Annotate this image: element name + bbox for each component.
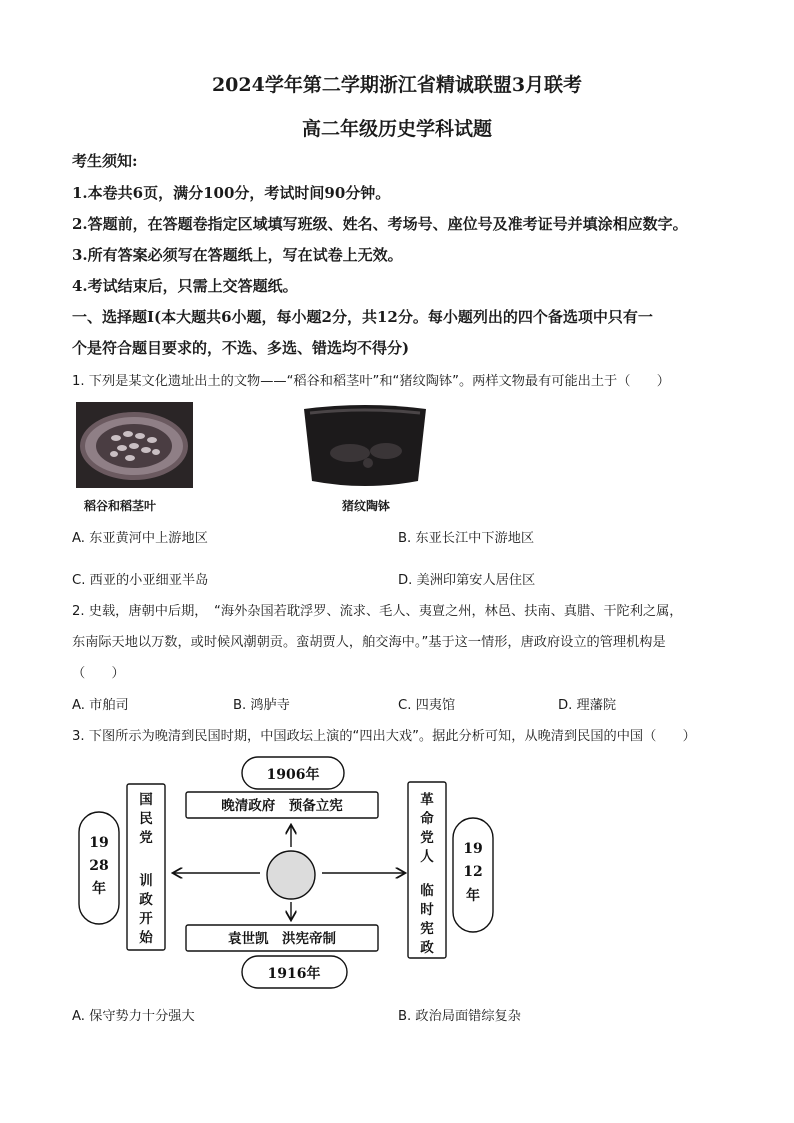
rice-grain-photo — [76, 402, 193, 488]
pig-bowl-caption: 猪纹陶钵 — [342, 499, 391, 513]
notice-item: 3.所有答案必须写在答题纸上，写在试卷上无效。 — [72, 246, 403, 264]
svg-text:始: 始 — [139, 930, 153, 946]
svg-text:政: 政 — [139, 892, 153, 908]
svg-text:命: 命 — [420, 811, 434, 827]
svg-text:19: 19 — [463, 841, 483, 857]
svg-text:12: 12 — [463, 864, 483, 880]
svg-text:19: 19 — [89, 835, 109, 851]
svg-text:临: 临 — [420, 883, 434, 899]
bottom-event-text: 袁世凯 洪宪帝制 — [228, 931, 336, 947]
svg-text:党: 党 — [139, 830, 153, 846]
top-year-text: 1906年 — [266, 767, 320, 783]
q1-option-c[interactable]: C. 西亚的小亚细亚半岛 — [72, 573, 209, 588]
section-header-line2: 个是符合题目要求的，不选、多选、错选均不得分) — [72, 339, 410, 357]
notice-item: 2.答题前，在答题卷指定区域填写班级、姓名、考场号、座位号及准考证号并填涂相应数字。 — [72, 215, 688, 233]
exam-subtitle: 高二年级历史学科试题 — [301, 118, 492, 140]
question-3-stem: 3. 下图所示为晚清到民国时期，中国政坛上演的“四出大戏”。据此分析可知，从晚清到民国的中国（ ） — [72, 729, 696, 744]
svg-text:宪: 宪 — [420, 921, 434, 937]
rice-grain-caption: 稻谷和稻茎叶 — [84, 499, 157, 513]
question-1-stem: 1. 下列是某文化遗址出土的文物——“稻谷和稻茎叶”和“猪纹陶钵”。两样文物最有可能出土于（ ） — [72, 374, 670, 389]
svg-text:民: 民 — [139, 811, 153, 827]
q3-diagram — [70, 752, 510, 997]
section-header-line1: 一、选择题Ⅰ(本大题共6小题，每小题2分，共12分。每小题列出的四个备选项中只有一 — [72, 308, 653, 326]
q2-option-b[interactable]: B. 鸿胪寺 — [233, 698, 290, 713]
q3-option-b[interactable]: B. 政治局面错综复杂 — [398, 1009, 521, 1024]
svg-text:人: 人 — [420, 849, 434, 865]
question-2-line3: （ ） — [72, 666, 125, 681]
notice-item: 1.本卷共6页，满分100分，考试时间90分钟。 — [72, 184, 391, 202]
svg-text:28: 28 — [89, 858, 109, 874]
question-2-line2: 东南际天地以万数，或时候风潮朝贡。蛮胡贾人，舶交海中。”基于这一情形，唐政府设立的管理机构是 — [72, 635, 666, 650]
svg-text:政: 政 — [420, 940, 434, 956]
notice-heading: 考生须知: — [72, 152, 138, 170]
q2-option-a[interactable]: A. 市舶司 — [72, 698, 129, 713]
center-circle — [267, 851, 315, 899]
bottom-year-text: 1916年 — [267, 966, 321, 982]
svg-text:年: 年 — [466, 888, 480, 904]
q1-option-a[interactable]: A. 东亚黄河中上游地区 — [72, 531, 208, 546]
svg-text:开: 开 — [139, 911, 153, 927]
q2-option-d[interactable]: D. 理藩院 — [558, 698, 617, 713]
q3-option-a[interactable]: A. 保守势力十分强大 — [72, 1009, 195, 1024]
notice-item: 4.考试结束后，只需上交答题纸。 — [72, 277, 298, 295]
top-event-text: 晚清政府 预备立宪 — [221, 798, 343, 814]
pig-bowl-photo — [300, 401, 430, 491]
exam-title: 2024学年第二学期浙江省精诚联盟3月联考 — [211, 74, 583, 96]
svg-text:革: 革 — [420, 792, 434, 808]
question-2-line1: 2. 史载，唐朝中后期， “海外杂国若耽浮罗、流求、毛人、夷亶之州，林邑、扶南、真腊、干陀利之属， — [72, 604, 683, 619]
svg-text:时: 时 — [420, 902, 434, 918]
q1-option-b[interactable]: B. 东亚长江中下游地区 — [398, 531, 535, 546]
svg-text:党: 党 — [420, 830, 434, 846]
svg-text:训: 训 — [139, 873, 153, 889]
q2-option-c[interactable]: C. 四夷馆 — [398, 698, 456, 713]
svg-text:国: 国 — [139, 792, 153, 808]
svg-text:年: 年 — [92, 881, 106, 897]
q1-option-d[interactable]: D. 美洲印第安人居住区 — [398, 573, 536, 588]
